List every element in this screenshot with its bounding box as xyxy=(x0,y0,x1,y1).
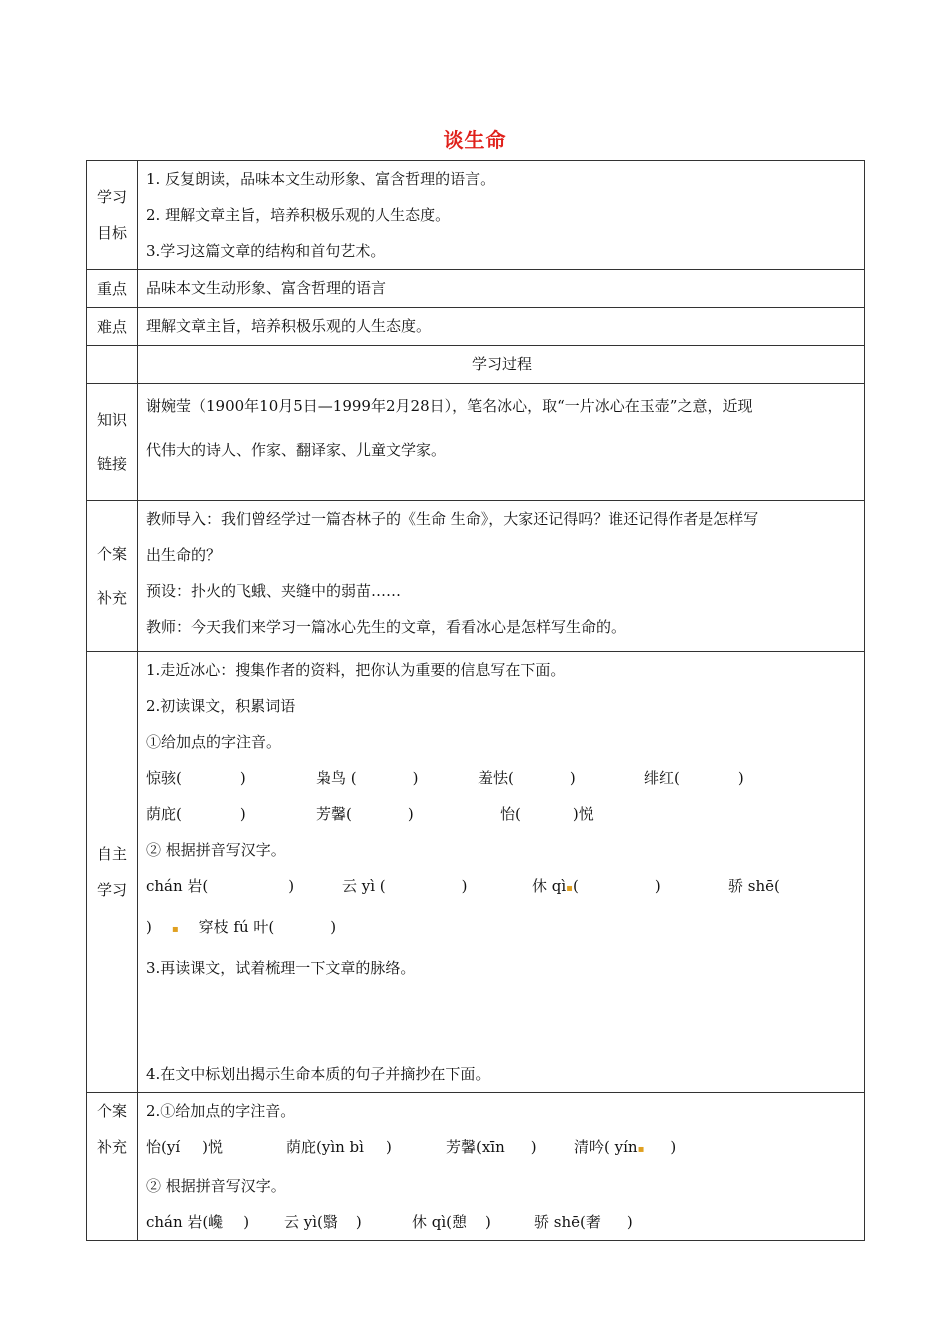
word-row-1 xyxy=(146,760,858,796)
answer-item-end: ) xyxy=(385,1138,392,1156)
self-step-2b: ② 根据拼音写汉字。 xyxy=(146,841,286,859)
word-item-end: ) xyxy=(569,769,576,787)
word-item-end: ) xyxy=(737,769,744,787)
goal-item: 3.学习这篇文章的结构和首句艺术。 xyxy=(146,242,386,260)
answer-item-end: ) xyxy=(670,1138,677,1156)
goals-label-1: 学习 xyxy=(96,188,127,206)
pinyin-item: chán 岩( xyxy=(146,877,209,895)
knowledge-line: 代伟大的诗人、作家、翻译家、儿童文学家。 xyxy=(146,441,447,459)
pinyin-item-paren: ( xyxy=(572,877,579,895)
answer-item-end: ) xyxy=(530,1138,537,1156)
row-case-2 xyxy=(87,1093,865,1241)
word-item: 怡( xyxy=(500,805,521,823)
answer-item: 骄 shē(奢 xyxy=(534,1213,601,1231)
process-empty-label xyxy=(87,346,138,384)
goals-label xyxy=(87,161,138,270)
key-text xyxy=(138,270,865,308)
answer-item-end: ) xyxy=(355,1213,362,1231)
case1-content xyxy=(138,501,865,652)
case2-label-2: 补充 xyxy=(96,1138,127,1156)
row-case-1 xyxy=(87,501,865,652)
knowledge-content xyxy=(138,384,865,501)
case1-label-2: 补充 xyxy=(96,589,127,607)
word-item-end: ) xyxy=(407,805,414,823)
case2-label xyxy=(87,1093,138,1241)
self-step-2: 2.初读课文，积累词语 xyxy=(146,697,296,715)
case1-line: 出生命的？ xyxy=(146,546,222,564)
pinyin-item: 休 qì xyxy=(532,877,567,895)
case1-line: 预设：扑火的飞蛾、夹缝中的弱苗…… xyxy=(146,582,402,600)
self-step-1: 1.走近冰心：搜集作者的资料，把你认为重要的信息写在下面。 xyxy=(146,661,566,679)
pinyin-item-end: ) xyxy=(654,877,661,895)
case1-line: 教师：今天我们来学习一篇冰心先生的文章，看看冰心是怎样写生命的。 xyxy=(146,618,627,636)
answer-item-end: )悦 xyxy=(202,1138,223,1156)
goal-item: 2. 理解文章主旨，培养积极乐观的人生态度。 xyxy=(146,206,451,224)
word-item-end: ) xyxy=(239,769,246,787)
goals-label-2: 目标 xyxy=(96,224,127,242)
case2-label-1: 个案 xyxy=(96,1102,127,1120)
pinyin-item: 云 yì ( xyxy=(342,877,386,895)
pinyin-item: 骄 shē( xyxy=(728,877,780,895)
dot-mark-icon: ▪ xyxy=(637,1144,645,1155)
row-knowledge xyxy=(87,384,865,501)
self-step-3: 3.再读课文，试着梳理一下文章的脉络。 xyxy=(146,959,416,977)
answer-item: 怡(yí xyxy=(146,1138,181,1156)
answer-item: 云 yì(翳 xyxy=(284,1213,338,1231)
row-process-header xyxy=(87,346,865,384)
key-label: 重点 xyxy=(87,270,138,308)
self-study-label-2: 学习 xyxy=(96,881,127,899)
pinyin-item-end: ) xyxy=(330,918,337,936)
word-item-end: ) xyxy=(239,805,246,823)
difficult-label: 难点 xyxy=(87,308,138,346)
knowledge-line: 谢婉莹（1900年10月5日—1999年2月28日），笔名冰心，取“一片冰心在玉壶”之意，近现 xyxy=(146,397,753,415)
case1-label xyxy=(87,501,138,652)
row-goals xyxy=(87,161,865,270)
process-header-text: 学习过程 xyxy=(471,355,532,373)
word-item-end: ) xyxy=(412,769,419,787)
word-item-end: )悦 xyxy=(572,805,594,823)
case1-label-1: 个案 xyxy=(96,545,127,563)
word-item: 芳馨( xyxy=(316,805,352,823)
word-item: 惊骇( xyxy=(146,769,182,787)
word-item: 荫庇( xyxy=(146,805,182,823)
difficult-text xyxy=(138,308,865,346)
answer-row-1 xyxy=(146,1129,858,1168)
word-item: 羞怯( xyxy=(478,769,514,787)
answer-space xyxy=(146,986,858,1056)
goal-item: 1. 反复朗读，品味本文生动形象、富含哲理的语言。 xyxy=(146,170,496,188)
case2-content xyxy=(138,1093,865,1241)
pinyin-row-1 xyxy=(146,868,858,907)
row-self-study xyxy=(87,652,865,1093)
difficult-text-line: 理解文章主旨，培养积极乐观的人生态度。 xyxy=(146,317,432,335)
dot-mark-icon: ▪ xyxy=(566,883,573,894)
case2-line-2: ② 根据拼音写汉字。 xyxy=(146,1177,286,1195)
self-study-content xyxy=(138,652,865,1093)
pinyin-item: 穿枝 fú 叶( xyxy=(198,918,275,936)
knowledge-label-2: 链接 xyxy=(96,455,127,473)
self-step-4: 4.在文中标划出揭示生命本质的句子并摘抄在下面。 xyxy=(146,1065,491,1083)
self-study-label xyxy=(87,652,138,1093)
case1-line: 教师导入：我们曾经学过一篇杏林子的《生命 生命》，大家还记得吗？谁还记得作者是怎样写 xyxy=(146,510,759,528)
word-item: 枭鸟 ( xyxy=(316,769,357,787)
self-step-2a: ①给加点的字注音。 xyxy=(146,733,282,751)
lesson-table xyxy=(86,160,865,1241)
pinyin-row-2 xyxy=(146,907,858,950)
answer-item-end: ) xyxy=(243,1213,250,1231)
answer-item: chán 岩(巉 xyxy=(146,1213,224,1231)
pinyin-item-end: ) xyxy=(461,877,468,895)
answer-row-2 xyxy=(146,1204,858,1240)
knowledge-label-1: 知识 xyxy=(96,411,127,429)
knowledge-label xyxy=(87,384,138,501)
answer-item: 清吟( yín xyxy=(574,1138,638,1156)
goals-content xyxy=(138,161,865,270)
answer-item-end: ) xyxy=(485,1213,491,1231)
answer-item-end: ) xyxy=(626,1213,633,1231)
dot-mark-icon: ▪ xyxy=(171,924,179,935)
answer-item: 芳馨(xīn xyxy=(446,1138,505,1156)
document-title: 谈生命 xyxy=(443,128,507,152)
word-row-2 xyxy=(146,796,858,832)
word-item: 绯红( xyxy=(644,769,680,787)
answer-item: 休 qì(憩 xyxy=(412,1213,468,1231)
pinyin-item-end: ) xyxy=(146,918,152,936)
pinyin-item-end: ) xyxy=(288,877,295,895)
row-key xyxy=(87,270,865,308)
key-text-line: 品味本文生动形象、富含哲理的语言 xyxy=(146,279,387,297)
self-study-label-1: 自主 xyxy=(96,845,127,863)
row-difficult xyxy=(87,308,865,346)
case2-line-1: 2.①给加点的字注音。 xyxy=(146,1102,296,1120)
answer-item: 荫庇(yìn bì xyxy=(286,1138,364,1156)
process-header xyxy=(138,346,865,384)
